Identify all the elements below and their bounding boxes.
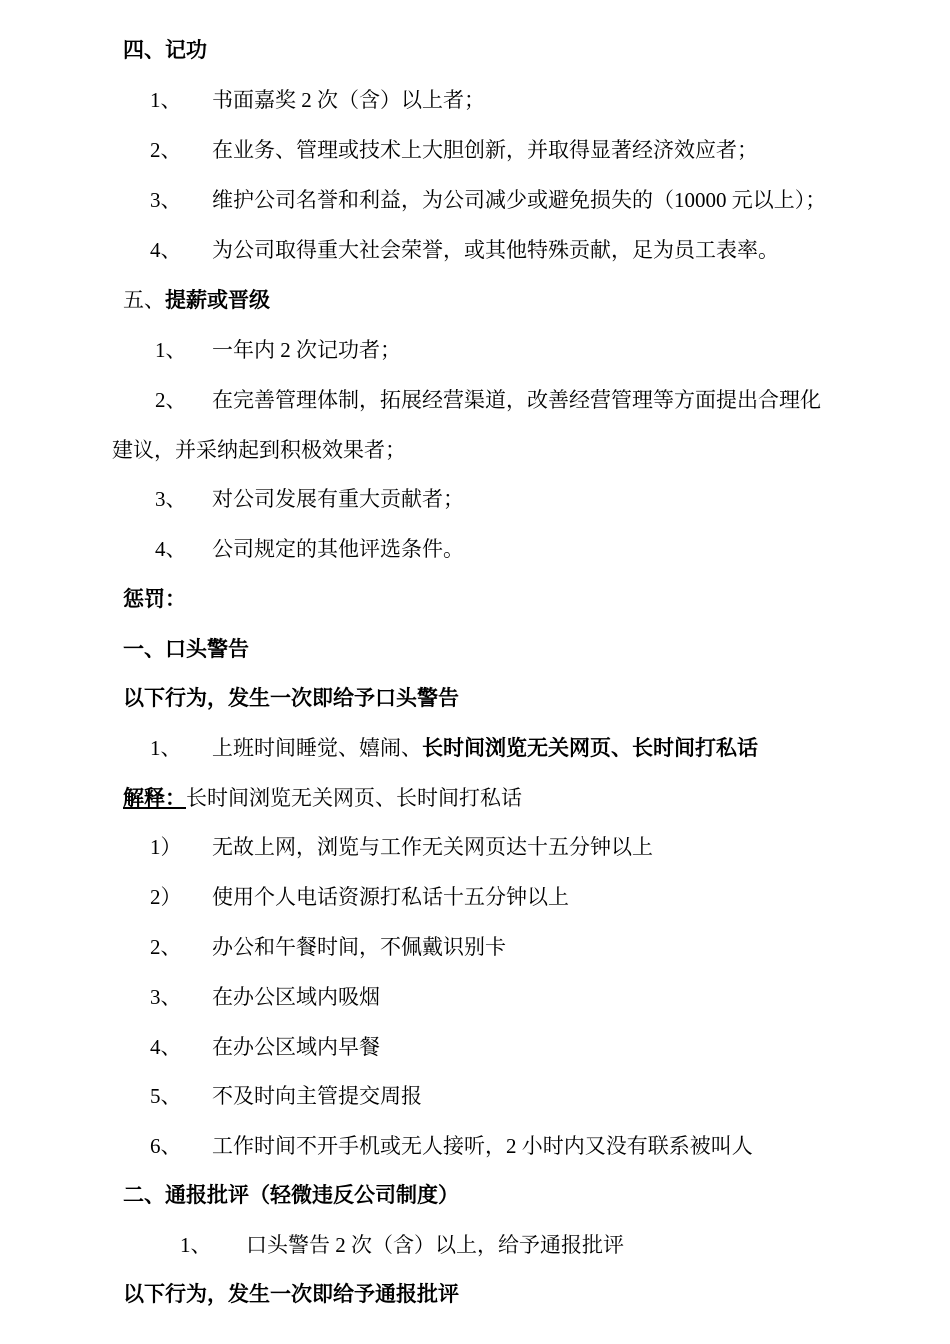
list-item-text <box>212 734 758 762</box>
list-item-text: 不及时向主管提交周报 <box>212 1084 422 1108</box>
heading-title: 提薪或晋级 <box>165 288 270 312</box>
sub-item-number: 2） <box>150 885 182 909</box>
item-text-normal: 上班时间睡觉、嬉闹、 <box>212 736 422 760</box>
explanation-text: 长时间浏览无关网页、长时间打私话 <box>186 786 522 810</box>
list-item-text: 维护公司名誉和利益，为公司减少或避免损失的（10000 元以上）； <box>212 188 827 212</box>
list-item-number: 2、 <box>155 388 187 412</box>
circulated-criticism-intro: 以下行为，发生一次即给予通报批评 <box>123 1282 459 1306</box>
item-text-bold: 长时间浏览无关网页、长时间打私话 <box>422 736 758 760</box>
list-item-number: 3、 <box>155 487 187 511</box>
explanation-line <box>123 784 522 812</box>
explanation-label: 解释： <box>123 786 186 810</box>
list-item-number: 1、 <box>150 736 182 760</box>
list-item-number: 4、 <box>150 1035 182 1059</box>
list-item-number: 4、 <box>150 238 182 262</box>
sub-item-text: 无故上网，浏览与工作无关网页达十五分钟以上 <box>212 835 653 859</box>
sub-item-number: 1） <box>150 835 182 859</box>
heading-prefix: 五、 <box>123 288 165 312</box>
list-item-number: 4、 <box>155 537 187 561</box>
list-item-number: 1、 <box>155 338 187 362</box>
verbal-warning-intro: 以下行为，发生一次即给予口头警告 <box>123 686 459 710</box>
section-promotion-heading <box>123 286 270 314</box>
section-merit-heading: 四、记功 <box>123 38 207 62</box>
list-item-text: 在办公区域内吸烟 <box>212 985 380 1009</box>
list-item-number: 3、 <box>150 188 182 212</box>
list-item-text: 口头警告 2 次（含）以上，给予通报批评 <box>246 1233 624 1257</box>
list-item-text: 一年内 2 次记功者； <box>212 338 401 362</box>
list-item-number: 6、 <box>150 1134 182 1158</box>
list-item-text: 公司规定的其他评选条件。 <box>212 537 464 561</box>
list-item-number: 2、 <box>150 138 182 162</box>
list-item-text: 在办公区域内早餐 <box>212 1035 380 1059</box>
list-item-text: 工作时间不开手机或无人接听，2 小时内又没有联系被叫人 <box>212 1134 753 1158</box>
penalties-heading: 惩罚： <box>123 587 186 611</box>
list-item-number: 5、 <box>150 1084 182 1108</box>
list-item-text: 在完善管理体制，拓展经营渠道，改善经营管理等方面提出合理化 <box>212 388 821 412</box>
section-verbal-warning-heading: 一、口头警告 <box>123 637 249 661</box>
list-item-text: 为公司取得重大社会荣誉，或其他特殊贡献，足为员工表率。 <box>212 238 779 262</box>
section-circulated-criticism-heading: 二、通报批评（轻微违反公司制度） <box>123 1183 459 1207</box>
list-item-number: 1、 <box>180 1233 212 1257</box>
list-item-number: 3、 <box>150 985 182 1009</box>
sub-item-text: 使用个人电话资源打私话十五分钟以上 <box>212 885 569 909</box>
list-item-text: 在业务、管理或技术上大胆创新，并取得显著经济效应者； <box>212 138 758 162</box>
list-item-text: 对公司发展有重大贡献者； <box>212 487 464 511</box>
list-item-number: 2、 <box>150 935 182 959</box>
list-item-continuation: 建议，并采纳起到积极效果者； <box>112 438 406 462</box>
list-item-text: 书面嘉奖 2 次（含）以上者； <box>212 88 485 112</box>
list-item-number: 1、 <box>150 88 182 112</box>
list-item-text: 办公和午餐时间，不佩戴识别卡 <box>212 935 506 959</box>
